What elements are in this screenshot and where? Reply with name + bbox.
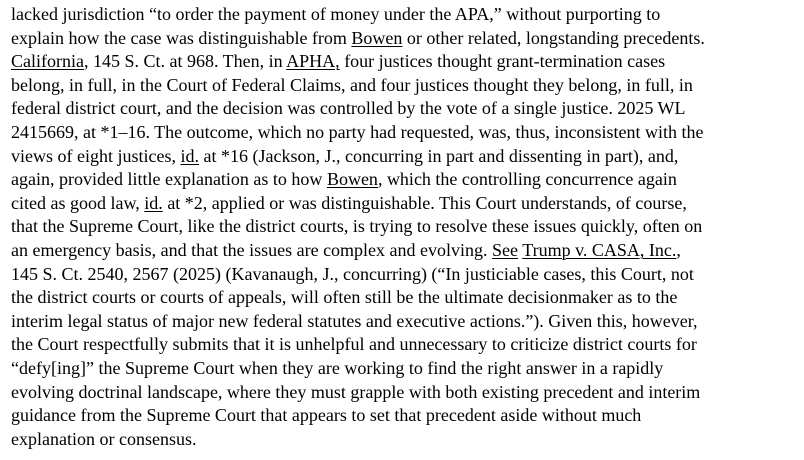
underlined-citation: California bbox=[11, 51, 84, 72]
text-line bbox=[11, 381, 801, 405]
underlined-citation: id. bbox=[180, 145, 199, 166]
text-line bbox=[11, 50, 801, 74]
text-segment: 145 S. Ct. 2540, 2567 (2025) (Kavanaugh, J., concurring) (“In justiciable cases, this Court, not bbox=[11, 263, 694, 284]
text-line bbox=[11, 215, 801, 239]
text-line bbox=[11, 168, 801, 192]
text-line bbox=[11, 428, 801, 452]
text-segment: that the Supreme Court, like the district courts, is trying to resolve these issues quickly, often on bbox=[11, 216, 703, 237]
text-segment: lacked jurisdiction “to order the payment of money under the APA,” without purporting to bbox=[11, 4, 661, 24]
text-line bbox=[11, 145, 801, 169]
text-segment: explanation or consensus. bbox=[11, 428, 197, 449]
text-line bbox=[11, 310, 801, 334]
text-line bbox=[11, 333, 801, 357]
text-line bbox=[11, 121, 801, 145]
text-segment: or other related, longstanding precedents. bbox=[402, 27, 705, 48]
text-segment: guidance from the Supreme Court that appears to set that precedent aside without much bbox=[11, 405, 642, 426]
text-segment: federal district court, and the decision was controlled by the vote of a single justice. 2025 WL bbox=[11, 98, 686, 119]
text-line bbox=[11, 286, 801, 310]
text-segment: , bbox=[676, 239, 681, 260]
underlined-citation: Bowen bbox=[351, 27, 403, 48]
text-line bbox=[11, 239, 801, 263]
underlined-citation: Trump v. CASA, Inc. bbox=[522, 239, 677, 260]
text-segment: evolving doctrinal landscape, where they must grapple with both existing precedent and interim bbox=[11, 381, 701, 402]
text-segment: cited as good law, bbox=[11, 192, 145, 213]
text-line bbox=[11, 27, 801, 51]
text-line bbox=[11, 263, 801, 287]
text-segment: belong, in full, in the Court of Federal Claims, and four justices thought they belong, in full, in bbox=[11, 74, 693, 95]
text-segment: the Court respectfully submits that it is unhelpful and unnecessary to criticize district courts for bbox=[11, 334, 697, 355]
text-segment: “defy[ing]” the Supreme Court when they are working to find the right answer in a rapidly bbox=[11, 357, 664, 378]
underlined-citation: APHA, bbox=[286, 51, 340, 72]
underlined-citation: id. bbox=[144, 192, 163, 213]
text-segment: interim legal status of major new federal statutes and executive actions.”). Given this, however, bbox=[11, 310, 698, 331]
text-line bbox=[11, 404, 801, 428]
text-segment: , 145 S. Ct. at 968. Then, in bbox=[83, 51, 287, 72]
body-paragraph bbox=[11, 3, 801, 451]
text-segment: four justices thought grant-termination cases bbox=[339, 51, 666, 72]
text-segment: , which the controlling concurrence again bbox=[377, 169, 677, 190]
text-segment: explain how the case was distinguishable from bbox=[11, 27, 352, 48]
text-segment: an emergency basis, and that the issues are complex and evolving. bbox=[11, 239, 493, 260]
text-line bbox=[11, 3, 801, 27]
underlined-citation: Bowen bbox=[326, 169, 378, 190]
text-segment: the district courts or courts of appeals, will often still be the ultimate decisionmaker as to the bbox=[11, 287, 678, 308]
text-line bbox=[11, 192, 801, 216]
text-line bbox=[11, 97, 801, 121]
text-segment: at *16 (Jackson, J., concurring in part and dissenting in part), and, bbox=[199, 145, 679, 166]
text-segment: views of eight justices, bbox=[11, 145, 181, 166]
text-segment: 2415669, at *1–16. The outcome, which no party had requested, was, thus, inconsistent with the bbox=[11, 121, 704, 142]
underlined-citation: See bbox=[492, 239, 519, 260]
text-line bbox=[11, 357, 801, 381]
text-line bbox=[11, 74, 801, 98]
text-segment: at *2, applied or was distinguishable. This Court understands, of course, bbox=[162, 192, 687, 213]
text-segment: again, provided little explanation as to how bbox=[11, 169, 327, 190]
